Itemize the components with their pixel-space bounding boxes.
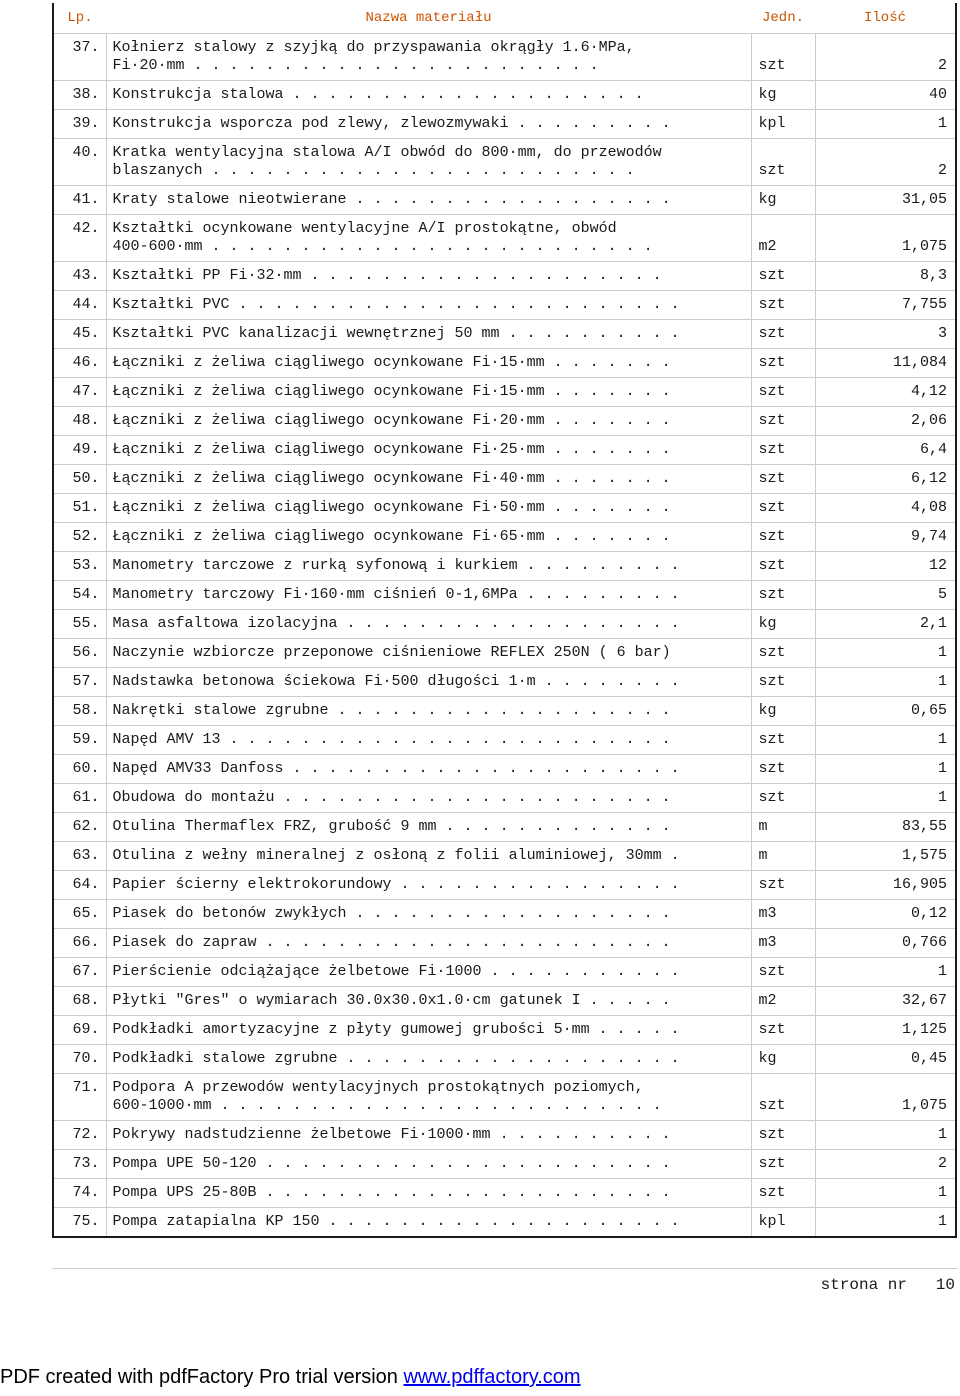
unit-cell: szt (751, 1121, 815, 1150)
header-unit: Jedn. (751, 3, 815, 34)
quantity-cell: 31,05 (815, 186, 955, 215)
material-name-line: Pokrywy nadstudzienne żelbetowe Fi·1000·mm . . . . . . . . . . (112, 1126, 671, 1143)
unit-cell: szt (751, 668, 815, 697)
table-row (54, 726, 955, 755)
unit-cell: szt (751, 407, 815, 436)
material-name-line: Łączniki z żeliwa ciągliwego ocynkowane Fi·15·mm . . . . . . . (112, 354, 671, 371)
material-name-line: Kołnierz stalowy z szyjką do przyspawania okrągły 1.6·MPa, (112, 39, 635, 56)
row-number: 50. (54, 465, 106, 494)
unit-cell: szt (751, 320, 815, 349)
row-number: 54. (54, 581, 106, 610)
row-number: 57. (54, 668, 106, 697)
material-name-line: Pompa zatapialna KP 150 . . . . . . . . . . . . . . . . . . . . (112, 1213, 680, 1230)
material-name-line: Papier ścierny elektrokorundowy . . . . . . . . . . . . . . . . (112, 876, 680, 893)
quantity-cell: 2,1 (815, 610, 955, 639)
quantity-cell: 0,65 (815, 697, 955, 726)
material-name-line: Podkładki stalowe zgrubne . . . . . . . . . . . . . . . . . . . (112, 1050, 680, 1067)
row-number: 66. (54, 929, 106, 958)
material-name-line: Piasek do zapraw . . . . . . . . . . . . . . . . . . . . . . . (112, 934, 671, 951)
table-row (54, 1016, 955, 1045)
material-name (106, 610, 751, 639)
material-name (106, 842, 751, 871)
unit-cell: szt (751, 34, 815, 81)
material-name (106, 81, 751, 110)
quantity-cell: 11,084 (815, 349, 955, 378)
quantity-cell: 1 (815, 1179, 955, 1208)
pdf-note-text: PDF created with pdfFactory Pro trial version (0, 1366, 404, 1388)
material-name-line: Masa asfaltowa izolacyjna . . . . . . . . . . . . . . . . . . . (112, 615, 680, 632)
material-name (106, 494, 751, 523)
table-row (54, 465, 955, 494)
material-name-line: Otulina z wełny mineralnej z osłoną z folii aluminiowej, 30mm . (112, 847, 680, 864)
table-row (54, 929, 955, 958)
quantity-cell: 0,766 (815, 929, 955, 958)
material-name-line: Fi·20·mm . . . . . . . . . . . . . . . . . . . . . . . (112, 57, 599, 74)
material-name-line: Napęd AMV33 Danfoss . . . . . . . . . . . . . . . . . . . . . . (112, 760, 680, 777)
material-name-line: Nakrętki stalowe zgrubne . . . . . . . . . . . . . . . . . . . (112, 702, 671, 719)
material-name (106, 1150, 751, 1179)
table-row (54, 1121, 955, 1150)
material-name (106, 215, 751, 262)
material-name-line: Obudowa do montażu . . . . . . . . . . . . . . . . . . . . . . (112, 789, 671, 806)
table-row (54, 900, 955, 929)
table-row (54, 1074, 955, 1121)
table-row (54, 291, 955, 320)
materials-table (54, 3, 955, 1236)
material-name (106, 1121, 751, 1150)
material-name (106, 668, 751, 697)
row-number: 61. (54, 784, 106, 813)
material-name (106, 784, 751, 813)
unit-cell: kg (751, 81, 815, 110)
material-name (106, 465, 751, 494)
row-number: 42. (54, 215, 106, 262)
table-row (54, 436, 955, 465)
material-name-line: Kształtki ocynkowane wentylacyjne A/I prostokątne, obwód (112, 220, 617, 237)
material-name (106, 726, 751, 755)
material-name-line: Otulina Thermaflex FRZ, grubość 9 mm . . . . . . . . . . . . . (112, 818, 671, 835)
unit-cell: szt (751, 349, 815, 378)
material-name (106, 1074, 751, 1121)
material-name-line: Łączniki z żeliwa ciągliwego ocynkowane Fi·50·mm . . . . . . . (112, 499, 671, 516)
quantity-cell: 0,12 (815, 900, 955, 929)
quantity-cell: 4,12 (815, 378, 955, 407)
quantity-cell: 9,74 (815, 523, 955, 552)
pdffactory-link[interactable]: www.pdffactory.com (403, 1366, 581, 1388)
material-name-line: Kształtki PVC . . . . . . . . . . . . . . . . . . . . . . . . . (112, 296, 680, 313)
row-number: 55. (54, 610, 106, 639)
table-row (54, 186, 955, 215)
material-name (106, 139, 751, 186)
table-row (54, 842, 955, 871)
row-number: 51. (54, 494, 106, 523)
quantity-cell: 0,45 (815, 1045, 955, 1074)
page-number: 10 (935, 1276, 955, 1294)
table-row (54, 378, 955, 407)
material-name (106, 110, 751, 139)
quantity-cell: 1,075 (815, 215, 955, 262)
material-name (106, 262, 751, 291)
material-name (106, 987, 751, 1016)
material-name-line: Piasek do betonów zwykłych . . . . . . . . . . . . . . . . . . (112, 905, 671, 922)
quantity-cell: 1,125 (815, 1016, 955, 1045)
quantity-cell: 1 (815, 639, 955, 668)
unit-cell: szt (751, 436, 815, 465)
row-number: 39. (54, 110, 106, 139)
material-name-line: Łączniki z żeliwa ciągliwego ocynkowane Fi·40·mm . . . . . . . (112, 470, 671, 487)
material-name-line: Podpora A przewodów wentylacyjnych prostokątnych poziomych, (112, 1079, 644, 1096)
quantity-cell: 1 (815, 784, 955, 813)
unit-cell: m3 (751, 900, 815, 929)
quantity-cell: 3 (815, 320, 955, 349)
unit-cell: szt (751, 1016, 815, 1045)
pdf-creator-note (0, 1366, 581, 1389)
unit-cell: kg (751, 610, 815, 639)
material-name (106, 436, 751, 465)
material-name (106, 871, 751, 900)
row-number: 67. (54, 958, 106, 987)
material-name-line: Łączniki z żeliwa ciągliwego ocynkowane Fi·25·mm . . . . . . . (112, 441, 671, 458)
table-row (54, 958, 955, 987)
material-name (106, 813, 751, 842)
row-number: 68. (54, 987, 106, 1016)
row-number: 43. (54, 262, 106, 291)
table-row (54, 139, 955, 186)
material-name (106, 697, 751, 726)
table-row (54, 581, 955, 610)
unit-cell: szt (751, 958, 815, 987)
row-number: 70. (54, 1045, 106, 1074)
row-number: 65. (54, 900, 106, 929)
material-name-line: Kratka wentylacyjna stalowa A/I obwód do 800·mm, do przewodów (112, 144, 662, 161)
material-name (106, 34, 751, 81)
row-number: 49. (54, 436, 106, 465)
table-row (54, 552, 955, 581)
quantity-cell: 2,06 (815, 407, 955, 436)
quantity-cell: 1 (815, 1121, 955, 1150)
header-name: Nazwa materiału (106, 3, 751, 34)
material-name-line: Kształtki PVC kanalizacji wewnętrznej 50 mm . . . . . . . . . . (112, 325, 680, 342)
quantity-cell: 83,55 (815, 813, 955, 842)
row-number: 38. (54, 81, 106, 110)
row-number: 75. (54, 1208, 106, 1237)
material-name (106, 349, 751, 378)
quantity-cell: 40 (815, 81, 955, 110)
row-number: 40. (54, 139, 106, 186)
material-name (106, 378, 751, 407)
row-number: 64. (54, 871, 106, 900)
unit-cell: m2 (751, 215, 815, 262)
unit-cell: szt (751, 378, 815, 407)
material-name-line: Manometry tarczowy Fi·160·mm ciśnień 0-1,6MPa . . . . . . . . . (112, 586, 680, 603)
material-name (106, 1179, 751, 1208)
table-row (54, 215, 955, 262)
material-name-line: Pompa UPS 25-80B . . . . . . . . . . . . . . . . . . . . . . . (112, 1184, 671, 1201)
unit-cell: szt (751, 262, 815, 291)
material-name-line: Łączniki z żeliwa ciągliwego ocynkowane Fi·20·mm . . . . . . . (112, 412, 671, 429)
unit-cell: m2 (751, 987, 815, 1016)
quantity-cell: 1 (815, 110, 955, 139)
table-row (54, 639, 955, 668)
material-name-line: 400-600·mm . . . . . . . . . . . . . . . . . . . . . . . . . (112, 238, 653, 255)
footer-divider (52, 1268, 957, 1269)
row-number: 62. (54, 813, 106, 842)
quantity-cell: 12 (815, 552, 955, 581)
row-number: 59. (54, 726, 106, 755)
materials-table-frame (52, 3, 957, 1238)
quantity-cell: 1,075 (815, 1074, 955, 1121)
material-name (106, 552, 751, 581)
quantity-cell: 8,3 (815, 262, 955, 291)
unit-cell: szt (751, 755, 815, 784)
material-name-line: Pierścienie odciążające żelbetowe Fi·1000 . . . . . . . . . . . (112, 963, 680, 980)
material-name (106, 407, 751, 436)
page-number-label (821, 1276, 955, 1294)
header-qty: Ilość (815, 3, 955, 34)
material-name (106, 755, 751, 784)
material-name (106, 1208, 751, 1237)
unit-cell: kg (751, 1045, 815, 1074)
material-name (106, 291, 751, 320)
row-number: 73. (54, 1150, 106, 1179)
table-row (54, 1208, 955, 1237)
table-row (54, 1045, 955, 1074)
unit-cell: szt (751, 581, 815, 610)
unit-cell: szt (751, 523, 815, 552)
table-row (54, 1179, 955, 1208)
row-number: 56. (54, 639, 106, 668)
unit-cell: m (751, 813, 815, 842)
material-name-line: Kraty stalowe nieotwierane . . . . . . . . . . . . . . . . . . (112, 191, 671, 208)
unit-cell: szt (751, 784, 815, 813)
page-label-text: strona nr (820, 1276, 907, 1294)
material-name (106, 581, 751, 610)
unit-cell: kpl (751, 1208, 815, 1237)
table-row (54, 668, 955, 697)
unit-cell: szt (751, 639, 815, 668)
row-number: 46. (54, 349, 106, 378)
table-row (54, 34, 955, 81)
material-name (106, 958, 751, 987)
row-number: 74. (54, 1179, 106, 1208)
table-row (54, 813, 955, 842)
table-row (54, 987, 955, 1016)
table-row (54, 320, 955, 349)
table-header-row (54, 3, 955, 34)
quantity-cell: 32,67 (815, 987, 955, 1016)
material-name-line: 600-1000·mm . . . . . . . . . . . . . . . . . . . . . . . . . (112, 1097, 662, 1114)
material-name-line: Kształtki PP Fi·32·mm . . . . . . . . . . . . . . . . . . . . (112, 267, 662, 284)
unit-cell: kg (751, 697, 815, 726)
material-name (106, 1016, 751, 1045)
row-number: 47. (54, 378, 106, 407)
row-number: 44. (54, 291, 106, 320)
quantity-cell: 6,4 (815, 436, 955, 465)
table-row (54, 1150, 955, 1179)
quantity-cell: 1 (815, 755, 955, 784)
quantity-cell: 16,905 (815, 871, 955, 900)
quantity-cell: 7,755 (815, 291, 955, 320)
table-row (54, 523, 955, 552)
material-name-line: Konstrukcja wsporcza pod zlewy, zlewozmywaki . . . . . . . . . (112, 115, 671, 132)
unit-cell: szt (751, 552, 815, 581)
unit-cell: szt (751, 1150, 815, 1179)
quantity-cell: 4,08 (815, 494, 955, 523)
unit-cell: szt (751, 726, 815, 755)
table-row (54, 755, 955, 784)
row-number: 60. (54, 755, 106, 784)
unit-cell: szt (751, 465, 815, 494)
unit-cell: m (751, 842, 815, 871)
table-row (54, 349, 955, 378)
material-name-line: Konstrukcja stalowa . . . . . . . . . . . . . . . . . . . . (112, 86, 644, 103)
unit-cell: m3 (751, 929, 815, 958)
material-name-line: Nadstawka betonowa ściekowa Fi·500 długości 1·m . . . . . . . . (112, 673, 680, 690)
row-number: 52. (54, 523, 106, 552)
material-name (106, 1045, 751, 1074)
unit-cell: kpl (751, 110, 815, 139)
quantity-cell: 2 (815, 34, 955, 81)
quantity-cell: 1 (815, 958, 955, 987)
material-name-line: Manometry tarczowe z rurką syfonową i kurkiem . . . . . . . . . (112, 557, 680, 574)
material-name (106, 186, 751, 215)
table-body (54, 34, 955, 1237)
material-name-line: Naczynie wzbiorcze przeponowe ciśnieniowe REFLEX 250N ( 6 bar) (112, 644, 671, 661)
quantity-cell: 1 (937, 1213, 947, 1230)
quantity-cell: 1 (815, 726, 955, 755)
material-name-line: Podkładki amortyzacyjne z płyty gumowej grubości 5·mm . . . . . (112, 1021, 680, 1038)
row-number: 48. (54, 407, 106, 436)
row-number: 53. (54, 552, 106, 581)
unit-cell: szt (751, 871, 815, 900)
row-number: 45. (54, 320, 106, 349)
header-lp: Lp. (54, 3, 106, 34)
material-name-line: Pompa UPE 50-120 . . . . . . . . . . . . . . . . . . . . . . . (112, 1155, 671, 1172)
material-name-line: Napęd AMV 13 . . . . . . . . . . . . . . . . . . . . . . . . . (112, 731, 671, 748)
table-row (54, 871, 955, 900)
material-name (106, 523, 751, 552)
table-row (54, 262, 955, 291)
unit-cell: szt (751, 494, 815, 523)
table-row (54, 610, 955, 639)
material-name (106, 639, 751, 668)
row-number: 69. (54, 1016, 106, 1045)
table-row (54, 407, 955, 436)
quantity-cell: 1 (815, 668, 955, 697)
quantity-cell: 2 (815, 139, 955, 186)
quantity-cell: 6,12 (815, 465, 955, 494)
row-number: 41. (54, 186, 106, 215)
material-name-line: Płytki "Gres" o wymiarach 30.0x30.0x1.0·cm gatunek I . . . . . (112, 992, 671, 1009)
unit-cell: szt (751, 291, 815, 320)
material-name-line: Łączniki z żeliwa ciągliwego ocynkowane Fi·15·mm . . . . . . . (112, 383, 671, 400)
quantity-cell: 5 (815, 581, 955, 610)
table-row (54, 81, 955, 110)
material-name (106, 320, 751, 349)
table-row (54, 784, 955, 813)
material-name (106, 900, 751, 929)
material-name-line: blaszanych . . . . . . . . . . . . . . . . . . . . . . . . (112, 162, 635, 179)
row-number: 72. (54, 1121, 106, 1150)
row-number: 37. (54, 34, 106, 81)
unit-cell: szt (751, 139, 815, 186)
row-number: 63. (54, 842, 106, 871)
row-number: 71. (54, 1074, 106, 1121)
material-name (106, 929, 751, 958)
unit-cell: kg (751, 186, 815, 215)
material-name-line: Łączniki z żeliwa ciągliwego ocynkowane Fi·65·mm . . . . . . . (112, 528, 671, 545)
unit-cell: szt (751, 1179, 815, 1208)
row-number: 58. (54, 697, 106, 726)
table-row (54, 697, 955, 726)
table-row (54, 110, 955, 139)
quantity-cell: 2 (815, 1150, 955, 1179)
unit-cell: szt (751, 1074, 815, 1121)
table-row (54, 494, 955, 523)
quantity-cell: 1,575 (815, 842, 955, 871)
